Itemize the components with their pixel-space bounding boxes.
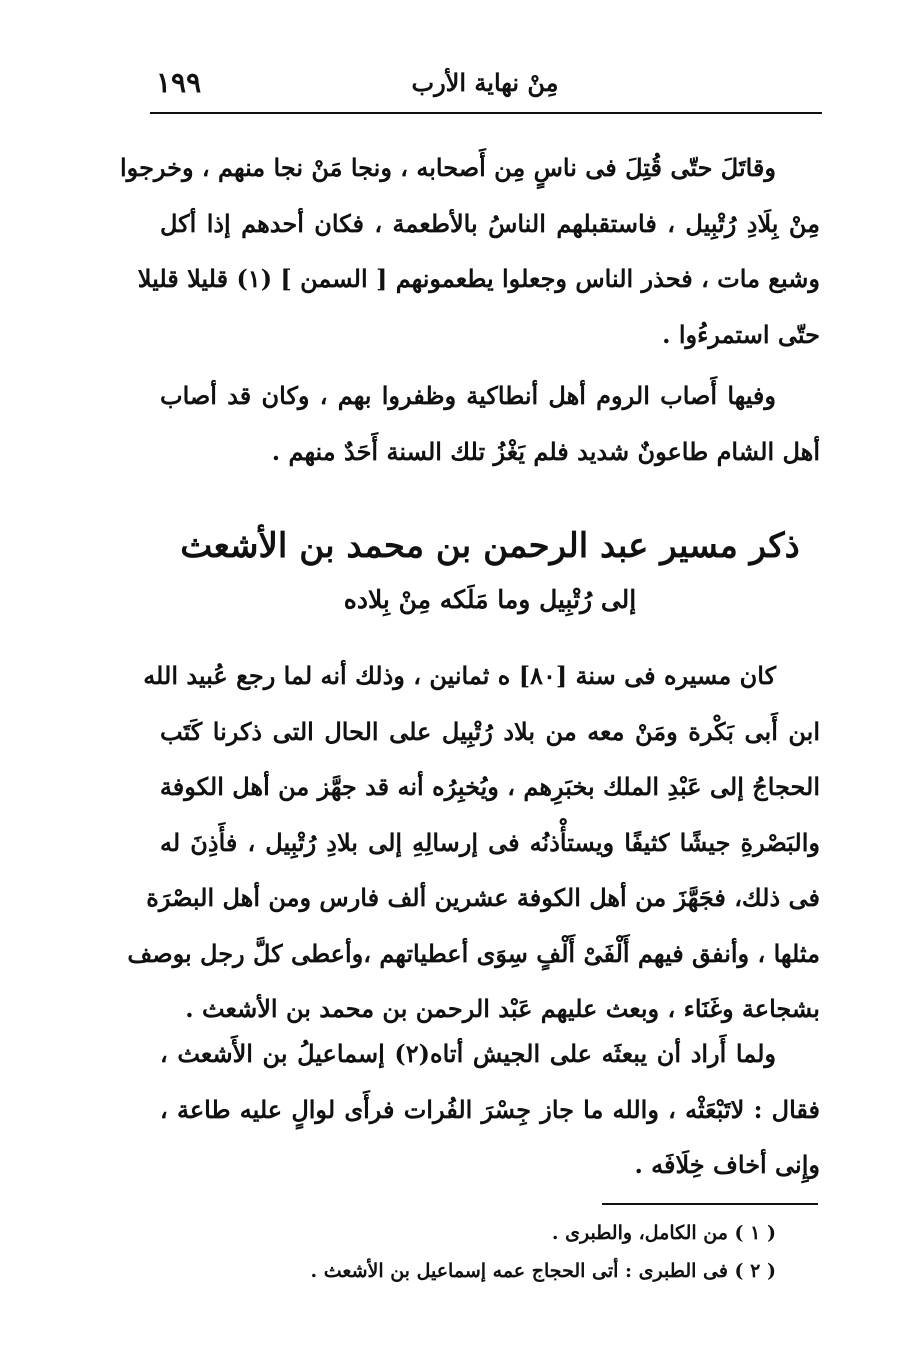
footnotes (160, 1214, 820, 1290)
text-line: ولما أَراد أن يبعثَه على الجيش أتاه(٢) إسماعيلُ بن الأَشعث ، (160, 1039, 776, 1068)
section-heading: ذكر مسير عبد الرحمن بن محمد بن الأشعث (180, 526, 800, 566)
header-rule (150, 112, 822, 114)
text-line: وفيها أَصاب الروم أهل أنطاكية وظفروا بهم ، وكان قد أصاب (160, 381, 776, 410)
text-line: حتّى استمرءُوا . (662, 319, 820, 349)
text-line: الحجاجُ إلى عَبْدِ الملك بخبَرِهم ، ويُخبِرُه أنه قد جهَّز من أهل الكوفة (159, 772, 820, 801)
footnote-1: ( ١ ) من الكامل، والطبرى . (551, 1222, 776, 1244)
running-title: مِنْ نهاية الأرب (411, 68, 559, 97)
text-line: مِنْ بِلَادِ رُتْبِيل ، فاستقبلهم الناسُ بالأطعمة ، فكان أحدهم إذا أكل (160, 208, 821, 238)
text-line: وقاتَلَ حتّى قُتِلَ فى ناسٍ مِن أَصحابه ، ونجا مَنْ نجا منهم ، وخرجوا (120, 153, 776, 182)
paragraph-1 (120, 140, 821, 362)
text-line: كان مسيره فى سنة [٨٠] ه ثمانين ، وذلك أنه لما رجع عُبيد الله (143, 661, 776, 690)
paragraph-3 (127, 648, 820, 1037)
text-line: وإِنى أخاف خِلَافَه . (634, 1150, 820, 1179)
page-number: ١٩٩ (156, 66, 202, 99)
section-subheading: إلى رُتْبِيل وما مَلَكه مِنْ بِلاده (343, 585, 637, 614)
footnote-rule (602, 1203, 818, 1205)
text-line: والبَصْرةِ جيشًا كثيفًا ويستأْذنُه فى إرسالِهِ إلى بلادِ رُتْبِيل ، فأَذِنَ له (160, 827, 820, 857)
text-line: مثلها ، وأنفق فيهم أَلْفَىْ أَلْفٍ سِوَى أعطياتهم ،وأعطى كلَّ رجل بوصف (127, 938, 820, 968)
paragraph-2 (160, 368, 820, 479)
text-line: فقال : لاتَبْعَثْه ، والله ما جاز جِسْرَ الفُرات فرأَى لوالٍ عليه طاعة ، (160, 1094, 820, 1124)
footnote-2: ( ٢ ) فى الطبرى : أتى الحجاج عمه إسماعيل بن الأشعث . (310, 1260, 776, 1282)
page-header (150, 62, 820, 106)
text-line: ابن أَبى بَكْرة ومَنْ معه من بلاد رُتْبِيل على الحال التى ذكرنا كَتَب (160, 716, 820, 746)
text-line: أهل الشام طاعونٌ شديد فلم يَغْزُ تلك السنة أَحَدٌ منهم . (271, 436, 820, 466)
paragraph-4 (160, 1026, 820, 1193)
text-line: بشجاعة وغَنَاء ، وبعث عليهم عَبْد الرحمن بن محمد بن الأشعث . (185, 994, 820, 1023)
text-line: وشبع مات ، فحذر الناس وجعلوا يطعمونهم [ السمن ] (١) قليلا قليلا (137, 264, 820, 293)
text-line: فى ذلك، فجَهَّزَ من أهل الكوفة عشرين ألف فارس ومن أهل البصْرَة (146, 883, 820, 912)
